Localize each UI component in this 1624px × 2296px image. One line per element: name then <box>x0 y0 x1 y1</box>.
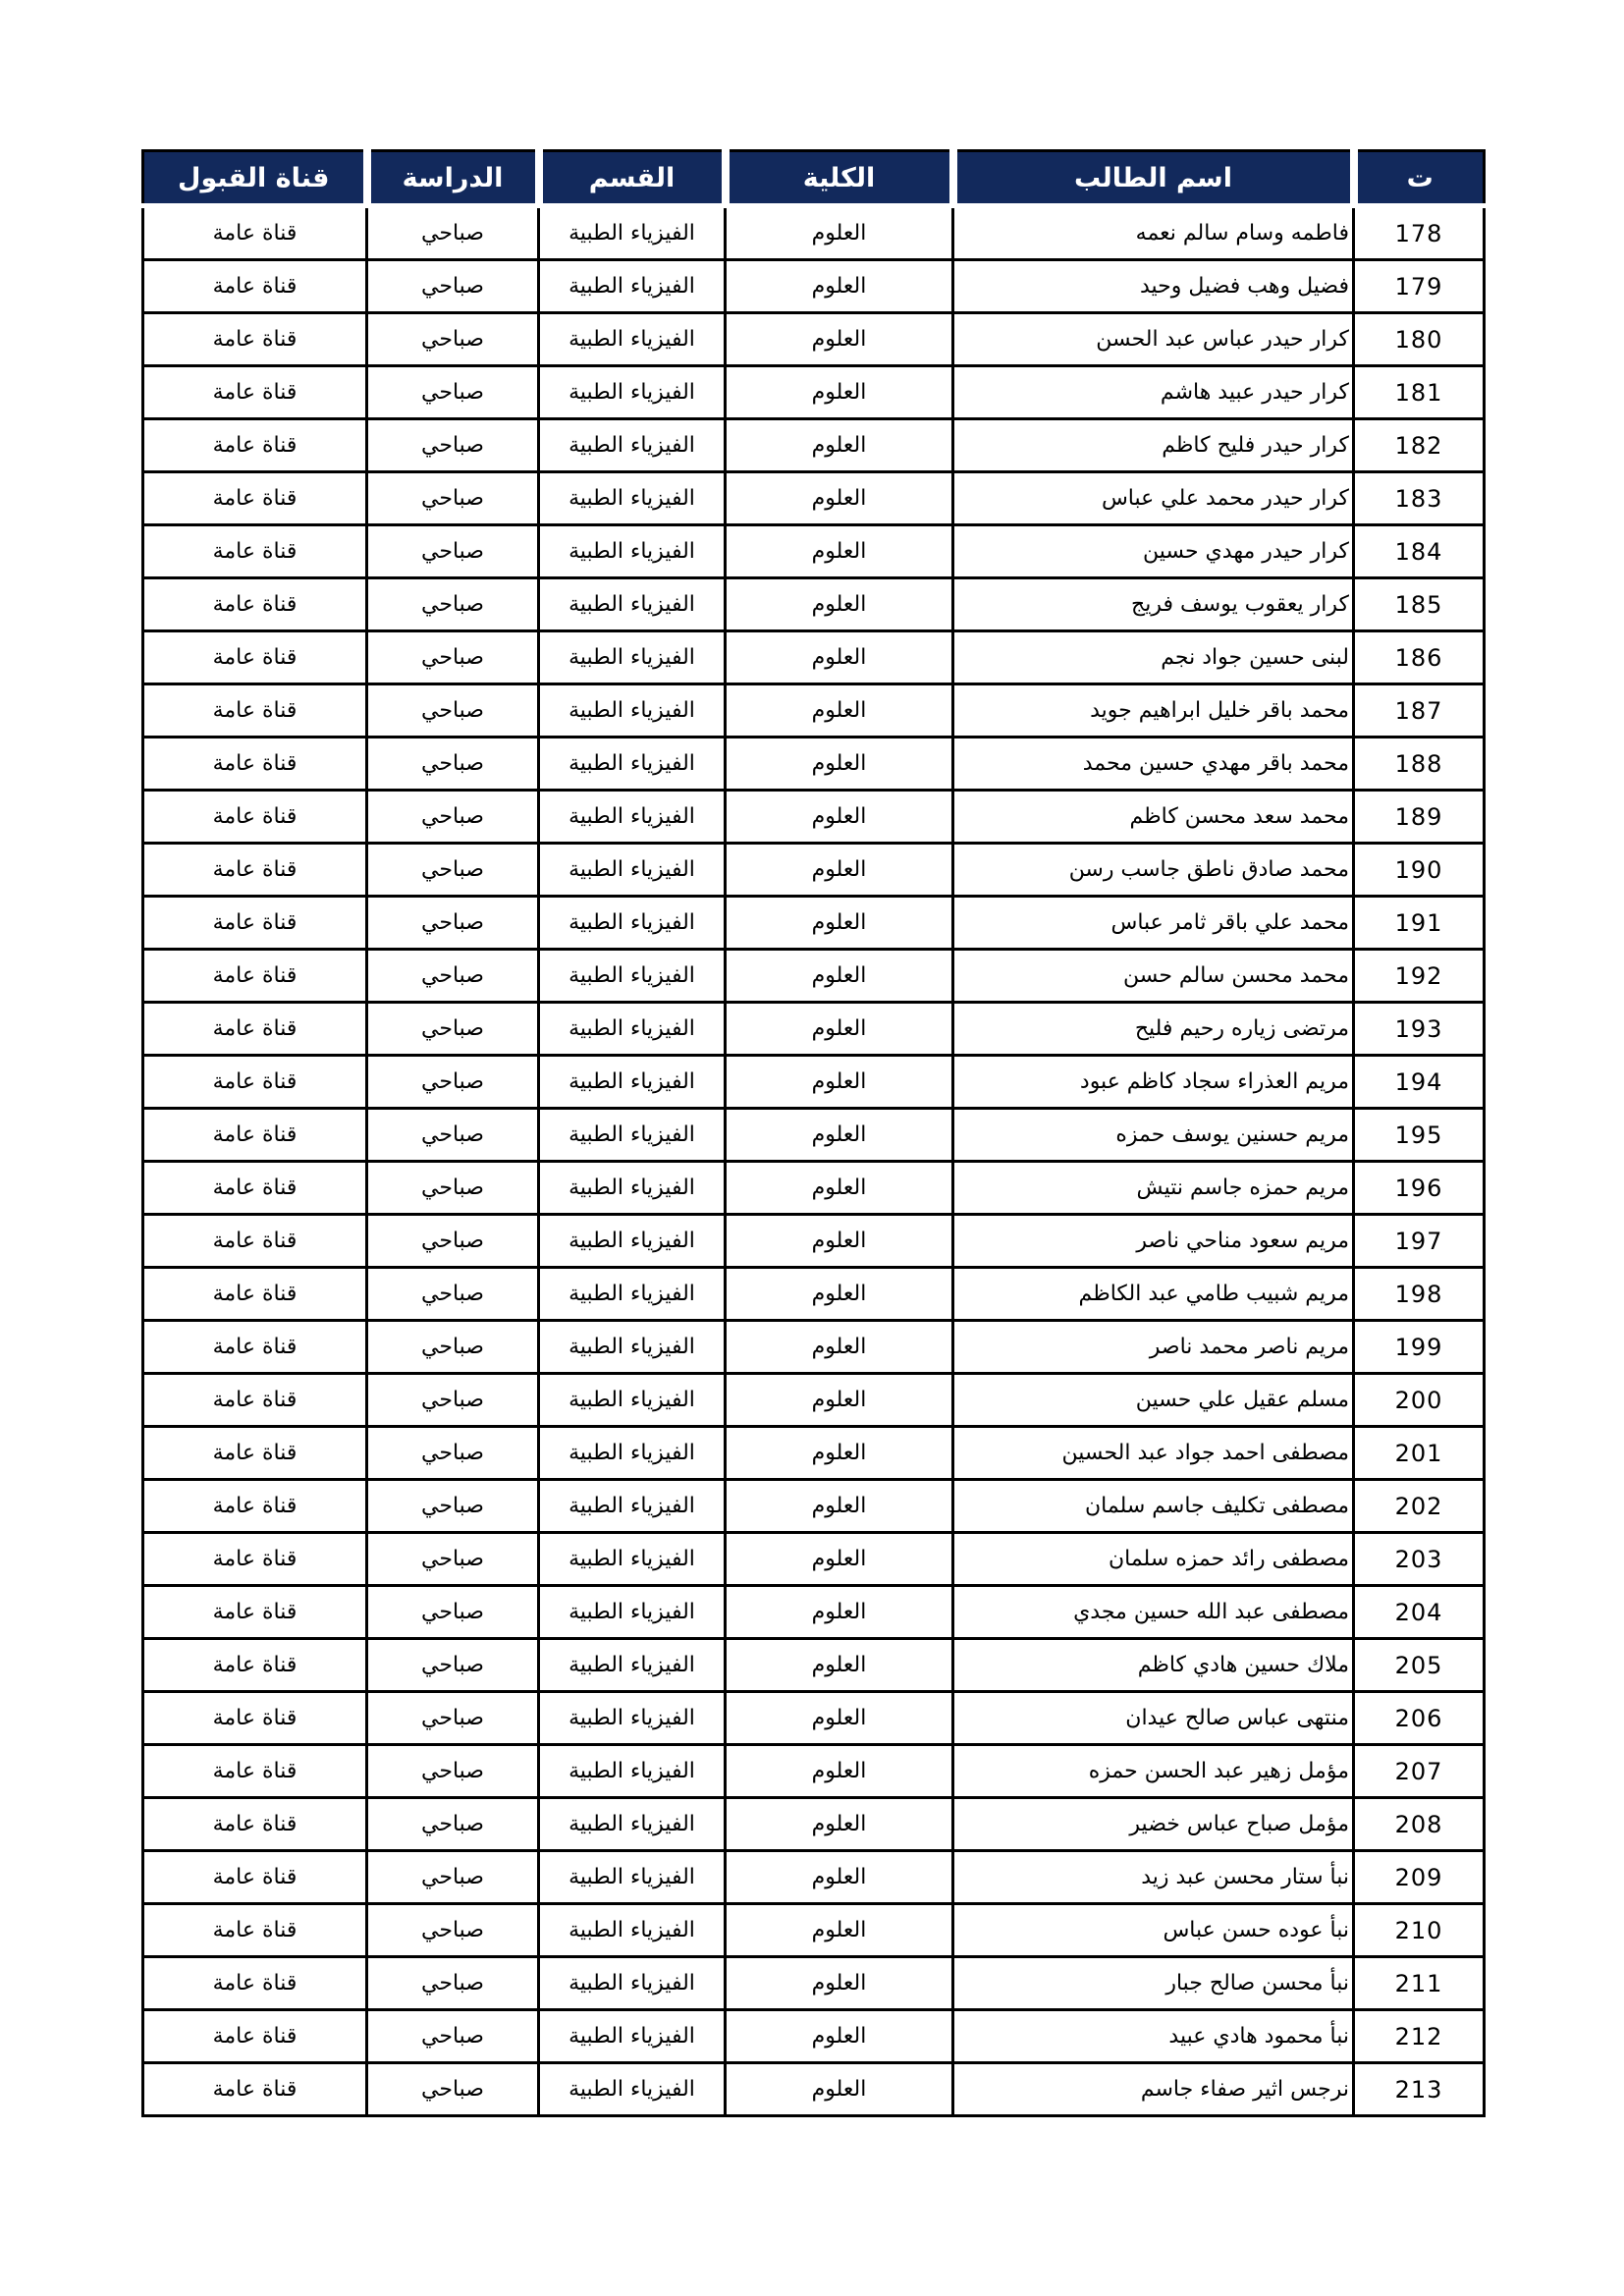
cell-channel: قناة عامة <box>143 684 367 738</box>
cell-channel: قناة عامة <box>143 1162 367 1215</box>
cell-channel: قناة عامة <box>143 1215 367 1268</box>
cell-channel: قناة عامة <box>143 1480 367 1533</box>
cell-no: 186 <box>1354 631 1485 684</box>
cell-college: العلوم <box>726 1957 953 2010</box>
cell-study: صباحي <box>367 366 539 419</box>
cell-channel: قناة عامة <box>143 1109 367 1162</box>
cell-no: 212 <box>1354 2010 1485 2063</box>
cell-name: محمد سعد محسن كاظم <box>953 791 1354 844</box>
table-row <box>143 472 1485 525</box>
cell-dept: الفيزياء الطبية <box>539 1851 726 1904</box>
table-row <box>143 1851 1485 1904</box>
cell-college: العلوم <box>726 2063 953 2116</box>
cell-study: صباحي <box>367 1745 539 1798</box>
cell-dept: الفيزياء الطبية <box>539 738 726 791</box>
cell-no: 211 <box>1354 1957 1485 2010</box>
cell-no: 201 <box>1354 1427 1485 1480</box>
cell-study: صباحي <box>367 1851 539 1904</box>
cell-no: 203 <box>1354 1533 1485 1586</box>
cell-college: العلوم <box>726 791 953 844</box>
cell-name: كرار حيدر مهدي حسين <box>953 525 1354 578</box>
cell-channel: قناة عامة <box>143 2010 367 2063</box>
cell-dept: الفيزياء الطبية <box>539 366 726 419</box>
cell-dept: الفيزياء الطبية <box>539 791 726 844</box>
table-row <box>143 1056 1485 1109</box>
cell-study: صباحي <box>367 472 539 525</box>
table-row <box>143 684 1485 738</box>
cell-name: كرار يعقوب يوسف فريج <box>953 578 1354 631</box>
cell-study: صباحي <box>367 1056 539 1109</box>
cell-no: 179 <box>1354 260 1485 313</box>
cell-channel: قناة عامة <box>143 366 367 419</box>
cell-no: 181 <box>1354 366 1485 419</box>
cell-college: العلوم <box>726 1109 953 1162</box>
cell-dept: الفيزياء الطبية <box>539 897 726 950</box>
table-row <box>143 1745 1485 1798</box>
cell-study: صباحي <box>367 1692 539 1745</box>
cell-study: صباحي <box>367 1215 539 1268</box>
cell-channel: قناة عامة <box>143 1533 367 1586</box>
cell-channel: قناة عامة <box>143 1798 367 1851</box>
table-row <box>143 1268 1485 1321</box>
cell-study: صباحي <box>367 260 539 313</box>
cell-channel: قناة عامة <box>143 738 367 791</box>
cell-no: 182 <box>1354 419 1485 472</box>
cell-study: صباحي <box>367 313 539 366</box>
table-header <box>143 151 1485 206</box>
table-row <box>143 1427 1485 1480</box>
cell-study: صباحي <box>367 1480 539 1533</box>
cell-name: مصطفى عبد الله حسين مجدي <box>953 1586 1354 1639</box>
cell-no: 204 <box>1354 1586 1485 1639</box>
cell-college: العلوم <box>726 419 953 472</box>
cell-no: 206 <box>1354 1692 1485 1745</box>
cell-study: صباحي <box>367 950 539 1003</box>
table-row <box>143 206 1485 260</box>
table-row <box>143 791 1485 844</box>
cell-dept: الفيزياء الطبية <box>539 844 726 897</box>
students-table <box>141 149 1486 2117</box>
cell-name: كرار حيدر عبيد هاشم <box>953 366 1354 419</box>
cell-college: العلوم <box>726 684 953 738</box>
column-header-channel: قناة القبول <box>143 151 367 206</box>
cell-no: 189 <box>1354 791 1485 844</box>
header-row <box>143 151 1485 206</box>
cell-study: صباحي <box>367 1904 539 1957</box>
cell-name: مريم شبيب طامي عبد الكاظم <box>953 1268 1354 1321</box>
cell-name: محمد باقر مهدي حسين محمد <box>953 738 1354 791</box>
cell-channel: قناة عامة <box>143 1639 367 1692</box>
cell-study: صباحي <box>367 738 539 791</box>
cell-study: صباحي <box>367 631 539 684</box>
column-header-college: الكلية <box>726 151 953 206</box>
cell-no: 192 <box>1354 950 1485 1003</box>
column-header-name: اسم الطالب <box>953 151 1354 206</box>
cell-name: مريم حسنين يوسف حمزه <box>953 1109 1354 1162</box>
cell-study: صباحي <box>367 206 539 260</box>
table-row <box>143 1798 1485 1851</box>
cell-college: العلوم <box>726 1215 953 1268</box>
cell-name: لبنى حسين جواد نجم <box>953 631 1354 684</box>
cell-no: 190 <box>1354 844 1485 897</box>
cell-dept: الفيزياء الطبية <box>539 472 726 525</box>
cell-channel: قناة عامة <box>143 844 367 897</box>
cell-study: صباحي <box>367 684 539 738</box>
cell-name: نبأ محمود هادي عبيد <box>953 2010 1354 2063</box>
table-row <box>143 419 1485 472</box>
table-row <box>143 1109 1485 1162</box>
cell-name: كرار حيدر محمد علي عباس <box>953 472 1354 525</box>
cell-dept: الفيزياء الطبية <box>539 1162 726 1215</box>
table-row <box>143 366 1485 419</box>
cell-name: مصطفى تكليف جاسم سلمان <box>953 1480 1354 1533</box>
cell-college: العلوم <box>726 1268 953 1321</box>
cell-dept: الفيزياء الطبية <box>539 313 726 366</box>
cell-name: نبأ ستار محسن عبد زيد <box>953 1851 1354 1904</box>
cell-no: 208 <box>1354 1798 1485 1851</box>
cell-study: صباحي <box>367 1586 539 1639</box>
cell-study: صباحي <box>367 2010 539 2063</box>
cell-college: العلوم <box>726 1745 953 1798</box>
cell-name: مؤمل زهير عبد الحسن حمزه <box>953 1745 1354 1798</box>
cell-channel: قناة عامة <box>143 791 367 844</box>
cell-no: 187 <box>1354 684 1485 738</box>
cell-dept: الفيزياء الطبية <box>539 525 726 578</box>
cell-channel: قناة عامة <box>143 2063 367 2116</box>
cell-dept: الفيزياء الطبية <box>539 1374 726 1427</box>
cell-dept: الفيزياء الطبية <box>539 631 726 684</box>
cell-college: العلوم <box>726 1904 953 1957</box>
table-row <box>143 1586 1485 1639</box>
cell-dept: الفيزياء الطبية <box>539 1215 726 1268</box>
cell-study: صباحي <box>367 1268 539 1321</box>
cell-college: العلوم <box>726 366 953 419</box>
cell-study: صباحي <box>367 2063 539 2116</box>
cell-college: العلوم <box>726 1639 953 1692</box>
cell-no: 191 <box>1354 897 1485 950</box>
cell-dept: الفيزياء الطبية <box>539 1904 726 1957</box>
cell-college: العلوم <box>726 1056 953 1109</box>
cell-no: 185 <box>1354 578 1485 631</box>
table-row <box>143 578 1485 631</box>
cell-college: العلوم <box>726 1586 953 1639</box>
cell-name: محمد صادق ناطق جاسب رسن <box>953 844 1354 897</box>
cell-no: 184 <box>1354 525 1485 578</box>
cell-name: مريم سعود مناحي ناصر <box>953 1215 1354 1268</box>
cell-college: العلوم <box>726 631 953 684</box>
cell-name: مسلم عقيل علي حسين <box>953 1374 1354 1427</box>
cell-study: صباحي <box>367 525 539 578</box>
cell-channel: قناة عامة <box>143 1003 367 1056</box>
cell-college: العلوم <box>726 313 953 366</box>
cell-channel: قناة عامة <box>143 897 367 950</box>
cell-name: منتهى عباس صالح عيدان <box>953 1692 1354 1745</box>
cell-no: 210 <box>1354 1904 1485 1957</box>
cell-dept: الفيزياء الطبية <box>539 419 726 472</box>
cell-channel: قناة عامة <box>143 1321 367 1374</box>
cell-study: صباحي <box>367 578 539 631</box>
column-header-study: الدراسة <box>367 151 539 206</box>
table-row <box>143 525 1485 578</box>
table-row <box>143 1957 1485 2010</box>
cell-dept: الفيزياء الطبية <box>539 2010 726 2063</box>
cell-college: العلوم <box>726 472 953 525</box>
table-row <box>143 260 1485 313</box>
cell-name: مؤمل صباح عباس خضير <box>953 1798 1354 1851</box>
cell-dept: الفيزياء الطبية <box>539 1003 726 1056</box>
cell-name: محمد علي باقر ثامر عباس <box>953 897 1354 950</box>
cell-no: 207 <box>1354 1745 1485 1798</box>
table-row <box>143 738 1485 791</box>
table-row <box>143 1904 1485 1957</box>
cell-college: العلوم <box>726 260 953 313</box>
cell-no: 199 <box>1354 1321 1485 1374</box>
cell-no: 198 <box>1354 1268 1485 1321</box>
cell-channel: قناة عامة <box>143 1692 367 1745</box>
cell-no: 180 <box>1354 313 1485 366</box>
cell-no: 213 <box>1354 2063 1485 2116</box>
table-row <box>143 1003 1485 1056</box>
cell-channel: قناة عامة <box>143 1586 367 1639</box>
cell-dept: الفيزياء الطبية <box>539 1268 726 1321</box>
cell-study: صباحي <box>367 1374 539 1427</box>
cell-study: صباحي <box>367 844 539 897</box>
student-table-body <box>143 206 1485 2116</box>
cell-name: مصطفى رائد حمزه سلمان <box>953 1533 1354 1586</box>
table-row <box>143 631 1485 684</box>
table-row <box>143 1533 1485 1586</box>
cell-study: صباحي <box>367 419 539 472</box>
cell-college: العلوم <box>726 1427 953 1480</box>
column-header-dept: القسم <box>539 151 726 206</box>
cell-college: العلوم <box>726 950 953 1003</box>
cell-study: صباحي <box>367 1427 539 1480</box>
cell-dept: الفيزياء الطبية <box>539 684 726 738</box>
table-row <box>143 1692 1485 1745</box>
cell-dept: الفيزياء الطبية <box>539 1480 726 1533</box>
cell-college: العلوم <box>726 1374 953 1427</box>
cell-study: صباحي <box>367 1639 539 1692</box>
cell-name: مريم حمزه جاسم نتيش <box>953 1162 1354 1215</box>
cell-no: 183 <box>1354 472 1485 525</box>
cell-college: العلوم <box>726 578 953 631</box>
cell-channel: قناة عامة <box>143 1374 367 1427</box>
cell-channel: قناة عامة <box>143 1427 367 1480</box>
cell-dept: الفيزياء الطبية <box>539 1321 726 1374</box>
cell-no: 196 <box>1354 1162 1485 1215</box>
table-row <box>143 950 1485 1003</box>
cell-college: العلوم <box>726 1798 953 1851</box>
cell-dept: الفيزياء الطبية <box>539 1639 726 1692</box>
cell-dept: الفيزياء الطبية <box>539 260 726 313</box>
cell-dept: الفيزياء الطبية <box>539 950 726 1003</box>
table-row <box>143 1639 1485 1692</box>
cell-dept: الفيزياء الطبية <box>539 1109 726 1162</box>
cell-name: نبأ محسن صالح جبار <box>953 1957 1354 2010</box>
cell-name: نرجس اثير صفاء جاسم <box>953 2063 1354 2116</box>
cell-college: العلوم <box>726 525 953 578</box>
cell-no: 200 <box>1354 1374 1485 1427</box>
table-row <box>143 2063 1485 2116</box>
cell-no: 209 <box>1354 1851 1485 1904</box>
cell-channel: قناة عامة <box>143 631 367 684</box>
cell-study: صباحي <box>367 1109 539 1162</box>
cell-channel: قناة عامة <box>143 206 367 260</box>
cell-no: 193 <box>1354 1003 1485 1056</box>
table-row <box>143 313 1485 366</box>
cell-college: العلوم <box>726 844 953 897</box>
cell-college: العلوم <box>726 1162 953 1215</box>
cell-channel: قناة عامة <box>143 950 367 1003</box>
cell-channel: قناة عامة <box>143 1056 367 1109</box>
cell-college: العلوم <box>726 2010 953 2063</box>
cell-no: 195 <box>1354 1109 1485 1162</box>
cell-no: 205 <box>1354 1639 1485 1692</box>
cell-channel: قناة عامة <box>143 260 367 313</box>
cell-study: صباحي <box>367 1957 539 2010</box>
cell-college: العلوم <box>726 897 953 950</box>
table-row <box>143 1374 1485 1427</box>
cell-name: كرار حيدر عباس عبد الحسن <box>953 313 1354 366</box>
cell-channel: قناة عامة <box>143 1957 367 2010</box>
cell-name: مصطفى احمد جواد عبد الحسين <box>953 1427 1354 1480</box>
cell-name: محمد محسن سالم حسن <box>953 950 1354 1003</box>
cell-channel: قناة عامة <box>143 1851 367 1904</box>
table-row <box>143 2010 1485 2063</box>
cell-dept: الفيزياء الطبية <box>539 1745 726 1798</box>
table-row <box>143 897 1485 950</box>
cell-name: نبأ عوده حسن عباس <box>953 1904 1354 1957</box>
cell-name: مريم العذراء سجاد كاظم عبود <box>953 1056 1354 1109</box>
cell-college: العلوم <box>726 1692 953 1745</box>
cell-channel: قناة عامة <box>143 1745 367 1798</box>
cell-college: العلوم <box>726 206 953 260</box>
cell-dept: الفيزياء الطبية <box>539 1533 726 1586</box>
cell-name: مريم ناصر محمد ناصر <box>953 1321 1354 1374</box>
cell-college: العلوم <box>726 738 953 791</box>
column-header-no: ت <box>1354 151 1485 206</box>
cell-no: 197 <box>1354 1215 1485 1268</box>
cell-study: صباحي <box>367 1003 539 1056</box>
cell-study: صباحي <box>367 1321 539 1374</box>
cell-channel: قناة عامة <box>143 472 367 525</box>
table-row <box>143 1162 1485 1215</box>
cell-name: مرتضى زياره رحيم فليح <box>953 1003 1354 1056</box>
cell-channel: قناة عامة <box>143 313 367 366</box>
cell-no: 188 <box>1354 738 1485 791</box>
cell-dept: الفيزياء الطبية <box>539 578 726 631</box>
cell-no: 178 <box>1354 206 1485 260</box>
cell-study: صباحي <box>367 1533 539 1586</box>
cell-channel: قناة عامة <box>143 1268 367 1321</box>
cell-college: العلوم <box>726 1003 953 1056</box>
cell-channel: قناة عامة <box>143 1904 367 1957</box>
cell-dept: الفيزياء الطبية <box>539 1692 726 1745</box>
cell-college: العلوم <box>726 1533 953 1586</box>
cell-name: فاطمه وسام سالم نعمه <box>953 206 1354 260</box>
cell-college: العلوم <box>726 1480 953 1533</box>
cell-study: صباحي <box>367 897 539 950</box>
cell-channel: قناة عامة <box>143 419 367 472</box>
cell-dept: الفيزياء الطبية <box>539 1798 726 1851</box>
cell-no: 194 <box>1354 1056 1485 1109</box>
cell-college: العلوم <box>726 1321 953 1374</box>
cell-name: فضيل وهب فضيل وحيد <box>953 260 1354 313</box>
cell-college: العلوم <box>726 1851 953 1904</box>
cell-dept: الفيزياء الطبية <box>539 1427 726 1480</box>
cell-dept: الفيزياء الطبية <box>539 1957 726 2010</box>
cell-name: محمد باقر خليل ابراهيم جويد <box>953 684 1354 738</box>
table-row <box>143 1321 1485 1374</box>
cell-channel: قناة عامة <box>143 578 367 631</box>
cell-name: ملاك حسين هادي كاظم <box>953 1639 1354 1692</box>
table-row <box>143 1215 1485 1268</box>
cell-dept: الفيزياء الطبية <box>539 2063 726 2116</box>
table-row <box>143 844 1485 897</box>
cell-dept: الفيزياء الطبية <box>539 1056 726 1109</box>
cell-study: صباحي <box>367 791 539 844</box>
cell-no: 202 <box>1354 1480 1485 1533</box>
cell-channel: قناة عامة <box>143 525 367 578</box>
cell-study: صباحي <box>367 1798 539 1851</box>
cell-dept: الفيزياء الطبية <box>539 206 726 260</box>
cell-study: صباحي <box>367 1162 539 1215</box>
cell-dept: الفيزياء الطبية <box>539 1586 726 1639</box>
cell-name: كرار حيدر فليح كاظم <box>953 419 1354 472</box>
table-row <box>143 1480 1485 1533</box>
